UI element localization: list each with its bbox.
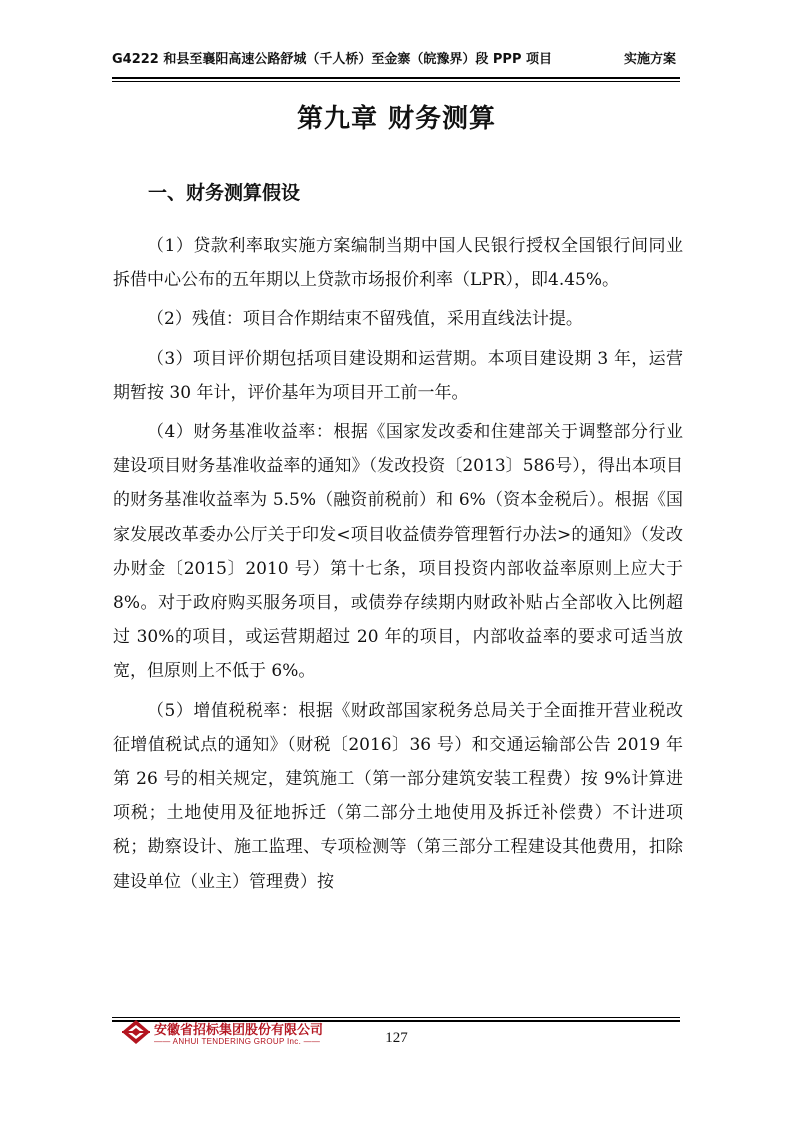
paragraph-1: （1）贷款利率取实施方案编制当期中国人民银行授权全国银行间同业拆借中心公布的五年期以上贷款市场报价利率（LPR），即4.45%。 <box>113 236 683 291</box>
header-title: G4222 和县至襄阳高速公路舒城（千人桥）至金寨（皖豫界）段 PPP 项目 <box>112 52 553 67</box>
paragraph-4: （4）财务基准收益率：根据《国家发改委和住建部关于调整部分行业建设项目财务基准收益率的通知》（发改投资〔2013〕586号），得出本项目的财务基准收益率为 5.5%（融资前税前）和 6%（资本金税后）。根据《国家发展改革委办公厅关于印发<项目收益债券管理暂行办法>的通知》（发改办财金〔2015〕2010 号）第十七条，项目投资内部收益率原则上应大于 8%。对于政府购买服务项目，或债券存续期内财政补贴占全部收入比例超过 30%的项目，或运营期超过 20 年的项目，内部收益率的要求可适当放宽，但原则上不低于 6%。 <box>113 422 683 682</box>
chapter-title: 第九章 财务测算 <box>296 104 497 134</box>
header-section: 实施方案 <box>623 52 676 67</box>
paragraph-3: （3）项目评价期包括项目建设期和运营期。本项目建设期 3 年，运营期暂按 30 年计，评价基年为项目开工前一年。 <box>113 348 683 403</box>
company-name-en: —— ANHUI TENDERING GROUP Inc. —— <box>154 1037 321 1046</box>
footer-rule-thin <box>112 1017 680 1018</box>
body-text <box>113 229 683 904</box>
header-rule-thin <box>112 81 680 82</box>
section-title: 一、财务测算假设 <box>148 182 301 204</box>
page-number: 127 <box>385 1030 408 1046</box>
paragraph-5: （5）增值税税率：根据《财政部国家税务总局关于全面推开营业税改征增值税试点的通知》（财税〔2016〕36 号）和交通运输部公告 2019 年第 26 号的相关规定，建筑施工（第一部分建筑安装工程费）按 9%计算进项税；土地使用及征地拆迁（第二部分土地使用及拆迁补偿费）不计进项税；勘察设计、施工监理、专项检测等（第三部分工程建设其他费用，扣除建设单位（业主）管理费）按 <box>113 700 683 892</box>
header-rule <box>112 77 680 79</box>
paragraph-2: （2）残值：项目合作期结束不留残值，采用直线法计提。 <box>147 309 583 330</box>
company-name-cn: 安徽省招标集团股份有限公司 <box>154 1023 324 1038</box>
